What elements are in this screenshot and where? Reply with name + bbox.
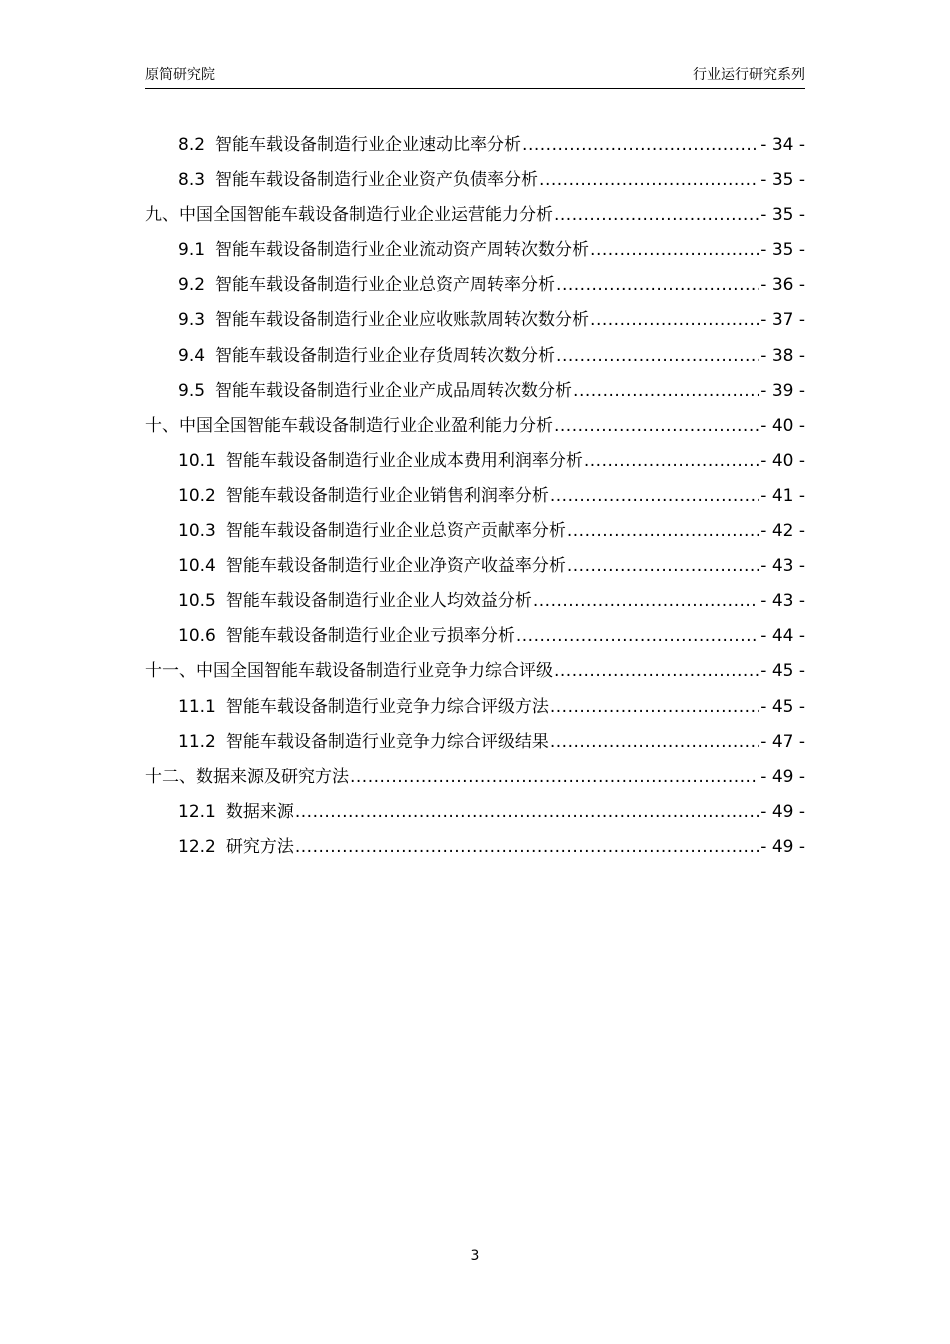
toc-entry-page: - 49 - xyxy=(760,801,805,822)
toc-entry-title: 智能车载设备制造行业竞争力综合评级结果 xyxy=(225,731,549,752)
toc-entry-page: - 44 - xyxy=(760,626,805,647)
toc-entry[interactable] xyxy=(145,725,805,760)
toc-entry-title: 九、中国全国智能车载设备制造行业企业运营能力分析 xyxy=(145,205,553,226)
toc-dot-leader xyxy=(550,725,759,760)
toc-entry[interactable] xyxy=(145,479,805,514)
toc-entry-page: - 39 - xyxy=(760,380,805,401)
toc-entry[interactable] xyxy=(145,163,805,198)
toc-entry-title: 十、中国全国智能车载设备制造行业企业盈利能力分析 xyxy=(145,415,553,436)
toc-entry-title: 十一、中国全国智能车载设备制造行业竞争力综合评级 xyxy=(145,661,553,682)
toc-entry-page: - 42 - xyxy=(760,521,805,542)
toc-entry[interactable] xyxy=(145,198,805,233)
toc-entry-page: - 47 - xyxy=(760,731,805,752)
toc-entry-number: 8.3 xyxy=(178,170,206,191)
toc-dot-leader xyxy=(556,339,759,374)
toc-entry-number: 9.3 xyxy=(178,310,206,331)
toc-entry-title: 十二、数据来源及研究方法 xyxy=(145,766,349,787)
toc-entry-title: 智能车载设备制造行业企业应收账款周转次数分析 xyxy=(215,310,590,331)
toc-entry-title: 智能车载设备制造行业企业亏损率分析 xyxy=(225,626,515,647)
toc-entry-title: 智能车载设备制造行业企业存货周转次数分析 xyxy=(215,345,556,366)
toc-entry-title: 智能车载设备制造行业企业总资产贡献率分析 xyxy=(225,521,566,542)
toc-entry-number: 10.2 xyxy=(178,485,216,506)
toc-dot-leader xyxy=(516,619,759,654)
toc-entry-page: - 40 - xyxy=(760,415,805,436)
toc-entry[interactable] xyxy=(145,690,805,725)
toc-dot-leader xyxy=(556,268,759,303)
toc-dot-leader xyxy=(567,514,759,549)
toc-entry-number: 10.1 xyxy=(178,450,216,471)
toc-entry-page: - 41 - xyxy=(760,485,805,506)
toc-entry-title: 智能车载设备制造行业企业人均效益分析 xyxy=(225,591,532,612)
toc-entry-number: 11.2 xyxy=(178,731,216,752)
toc-dot-leader xyxy=(550,479,759,514)
toc-dot-leader xyxy=(533,584,759,619)
toc-entry[interactable] xyxy=(145,514,805,549)
toc-entry-title: 智能车载设备制造行业企业流动资产周转次数分析 xyxy=(215,240,590,261)
toc-entry[interactable] xyxy=(145,339,805,374)
toc-entry[interactable] xyxy=(145,268,805,303)
toc-entry-page: - 35 - xyxy=(760,240,805,261)
toc-entry-title: 智能车载设备制造行业企业产成品周转次数分析 xyxy=(215,380,573,401)
toc-entry[interactable] xyxy=(145,444,805,479)
toc-dot-leader xyxy=(567,549,759,584)
toc-entry-title: 智能车载设备制造行业竞争力综合评级方法 xyxy=(225,696,549,717)
toc-dot-leader xyxy=(295,830,759,865)
toc-dot-leader xyxy=(554,654,759,689)
toc-entry-page: - 36 - xyxy=(760,275,805,296)
toc-entry-title: 智能车载设备制造行业企业速动比率分析 xyxy=(215,135,522,155)
toc-entry-page: - 34 - xyxy=(760,135,805,155)
toc-entry[interactable] xyxy=(145,303,805,338)
toc-entry-page: - 43 - xyxy=(760,556,805,577)
toc-dot-leader xyxy=(590,303,759,338)
page-header xyxy=(145,64,805,89)
toc-entry-title: 智能车载设备制造行业企业总资产周转率分析 xyxy=(215,275,556,296)
toc-entry[interactable] xyxy=(145,233,805,268)
toc-entry-page: - 43 - xyxy=(760,591,805,612)
toc-entry[interactable] xyxy=(145,374,805,409)
toc-entry-page: - 38 - xyxy=(760,345,805,366)
toc-entry-number: 10.5 xyxy=(178,591,216,612)
page-number: 3 xyxy=(470,1248,480,1264)
toc-entry-title: 研究方法 xyxy=(225,836,294,857)
toc-entry[interactable] xyxy=(145,584,805,619)
toc-entry[interactable] xyxy=(145,795,805,830)
toc-dot-leader xyxy=(554,409,759,444)
toc-dot-leader xyxy=(295,795,759,830)
toc-entry-page: - 49 - xyxy=(760,836,805,857)
toc-entry-number: 9.1 xyxy=(178,240,206,261)
toc-entry[interactable] xyxy=(145,830,805,865)
toc-entry[interactable] xyxy=(145,549,805,584)
toc-dot-leader xyxy=(522,128,759,163)
toc-dot-leader xyxy=(573,374,759,409)
toc-entry[interactable] xyxy=(145,128,805,163)
header-series: 行业运行研究系列 xyxy=(693,67,805,83)
toc-entry[interactable] xyxy=(145,409,805,444)
toc-entry-number: 10.4 xyxy=(178,556,216,577)
toc-entry[interactable] xyxy=(145,760,805,795)
toc-dot-leader xyxy=(550,690,759,725)
toc-dot-leader xyxy=(350,760,759,795)
toc-entry-number: 11.1 xyxy=(178,696,216,717)
toc-entry-page: - 45 - xyxy=(760,696,805,717)
toc-entry-page: - 49 - xyxy=(760,766,805,787)
toc-entry-page: - 37 - xyxy=(760,310,805,331)
toc-entry-page: - 35 - xyxy=(760,170,805,191)
toc-entry-number: 9.2 xyxy=(178,275,206,296)
toc-entry-title: 智能车载设备制造行业企业资产负债率分析 xyxy=(215,170,539,191)
toc-dot-leader xyxy=(584,444,759,479)
toc-entry-page: - 40 - xyxy=(760,450,805,471)
header-publisher: 原简研究院 xyxy=(145,67,215,83)
toc-entry-number: 10.3 xyxy=(178,521,216,542)
toc-entry-number: 10.6 xyxy=(178,626,216,647)
table-of-contents xyxy=(145,128,805,865)
toc-dot-leader xyxy=(590,233,759,268)
toc-entry-title: 数据来源 xyxy=(225,801,294,822)
toc-entry[interactable] xyxy=(145,619,805,654)
toc-entry-page: - 45 - xyxy=(760,661,805,682)
toc-entry-title: 智能车载设备制造行业企业成本费用利润率分析 xyxy=(225,450,583,471)
toc-entry-number: 9.5 xyxy=(178,380,206,401)
toc-entry-number: 12.1 xyxy=(178,801,216,822)
toc-entry[interactable] xyxy=(145,654,805,689)
toc-entry-page: - 35 - xyxy=(760,205,805,226)
toc-entry-number: 12.2 xyxy=(178,836,216,857)
toc-entry-number: 9.4 xyxy=(178,345,206,366)
toc-entry-number: 8.2 xyxy=(178,135,206,155)
toc-entry-title: 智能车载设备制造行业企业销售利润率分析 xyxy=(225,485,549,506)
toc-dot-leader xyxy=(539,163,759,198)
toc-entry-title: 智能车载设备制造行业企业净资产收益率分析 xyxy=(225,556,566,577)
toc-dot-leader xyxy=(554,198,759,233)
